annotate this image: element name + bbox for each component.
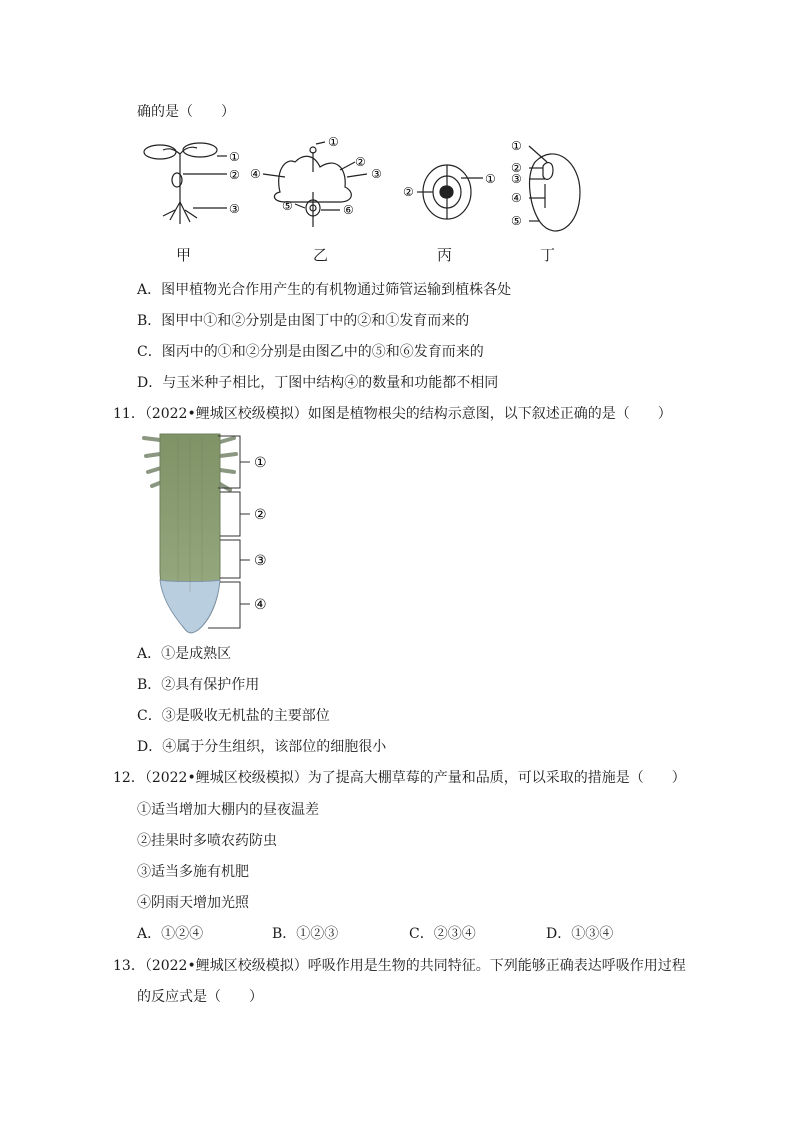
zone-mark-1: ① bbox=[254, 455, 267, 471]
jia-mark-3: ③ bbox=[229, 202, 240, 216]
q10-figures bbox=[135, 132, 595, 242]
jia-mark-1: ① bbox=[229, 150, 240, 164]
caption-yi: 乙 bbox=[313, 246, 329, 264]
q10-option-d: D．与玉米种子相比，丁图中结构④的数量和功能都不相同 bbox=[137, 375, 499, 391]
bing-mark-1: ① bbox=[485, 172, 496, 186]
q12-option-c: C．②③④ bbox=[409, 926, 476, 942]
plant-diagram-jia bbox=[144, 143, 227, 224]
q10-stem-tail: 确的是（ ） bbox=[137, 104, 235, 120]
q11-option-c: C．③是吸收无机盐的主要部位 bbox=[137, 708, 330, 724]
ding-mark-3: ③ bbox=[511, 172, 522, 186]
caption-jia: 甲 bbox=[176, 246, 192, 264]
q11-option-d: D．④属于分生组织，该部位的细胞很小 bbox=[137, 739, 387, 755]
q12-item-3: ③适当多施有机肥 bbox=[137, 864, 249, 880]
ding-mark-5: ⑤ bbox=[511, 214, 522, 228]
q11-option-a: A．①是成熟区 bbox=[137, 646, 232, 662]
fruit-diagram-bing bbox=[417, 165, 483, 219]
yi-mark-2: ② bbox=[355, 155, 366, 169]
q12-option-d: D．①③④ bbox=[546, 926, 614, 942]
q10-option-b: B．图甲中①和②分别是由图丁中的②和①发育而来的 bbox=[137, 313, 470, 329]
yi-mark-6: ⑥ bbox=[343, 203, 354, 217]
bing-mark-2: ② bbox=[403, 185, 414, 199]
q12-item-2: ②挂果时多喷农药防虫 bbox=[137, 833, 277, 849]
q12-item-1: ①适当增加大棚内的昼夜温差 bbox=[137, 802, 319, 818]
zone-mark-3: ③ bbox=[254, 553, 267, 569]
seed-diagram-ding bbox=[529, 146, 580, 231]
yi-mark-5: ⑤ bbox=[282, 199, 293, 213]
ding-mark-1: ① bbox=[511, 139, 522, 153]
yi-mark-3: ③ bbox=[371, 167, 382, 181]
q13-stem-line1: 13．（2022•鲤城区校级模拟）呼吸作用是生物的共同特征。下列能够正确表达呼吸作用过程 bbox=[113, 958, 686, 974]
ding-mark-4: ④ bbox=[511, 191, 522, 205]
q12-item-4: ④阴雨天增加光照 bbox=[137, 895, 249, 911]
caption-ding: 丁 bbox=[540, 246, 556, 264]
jia-mark-2: ② bbox=[229, 168, 240, 182]
q12-option-a: A．①②④ bbox=[137, 926, 204, 942]
q10-option-a: A．图甲植物光合作用产生的有机物通过筛管运输到植株各处 bbox=[137, 282, 512, 298]
q13-stem-line2: 的反应式是（ ） bbox=[137, 989, 263, 1005]
q11-stem: 11．（2022•鲤城区校级模拟）如图是植物根尖的结构示意图，以下叙述正确的是（ ） bbox=[113, 406, 672, 422]
q12-stem: 12．（2022•鲤城区校级模拟）为了提高大棚草莓的产量和品质，可以采取的措施是（ ） bbox=[113, 770, 686, 786]
q12-option-b: B．①②③ bbox=[272, 926, 339, 942]
zone-mark-2: ② bbox=[254, 507, 267, 523]
yi-mark-1: ① bbox=[328, 135, 339, 149]
ding-mark-2: ② bbox=[511, 161, 522, 175]
caption-bing: 丙 bbox=[437, 246, 453, 264]
q10-option-c: C．图丙中的①和②分别是由图乙中的⑤和⑥发育而来的 bbox=[137, 344, 484, 360]
q11-option-b: B．②具有保护作用 bbox=[137, 677, 260, 693]
zone-mark-4: ④ bbox=[254, 597, 267, 613]
root-tip-figure bbox=[138, 432, 288, 637]
yi-mark-4: ④ bbox=[250, 167, 261, 181]
